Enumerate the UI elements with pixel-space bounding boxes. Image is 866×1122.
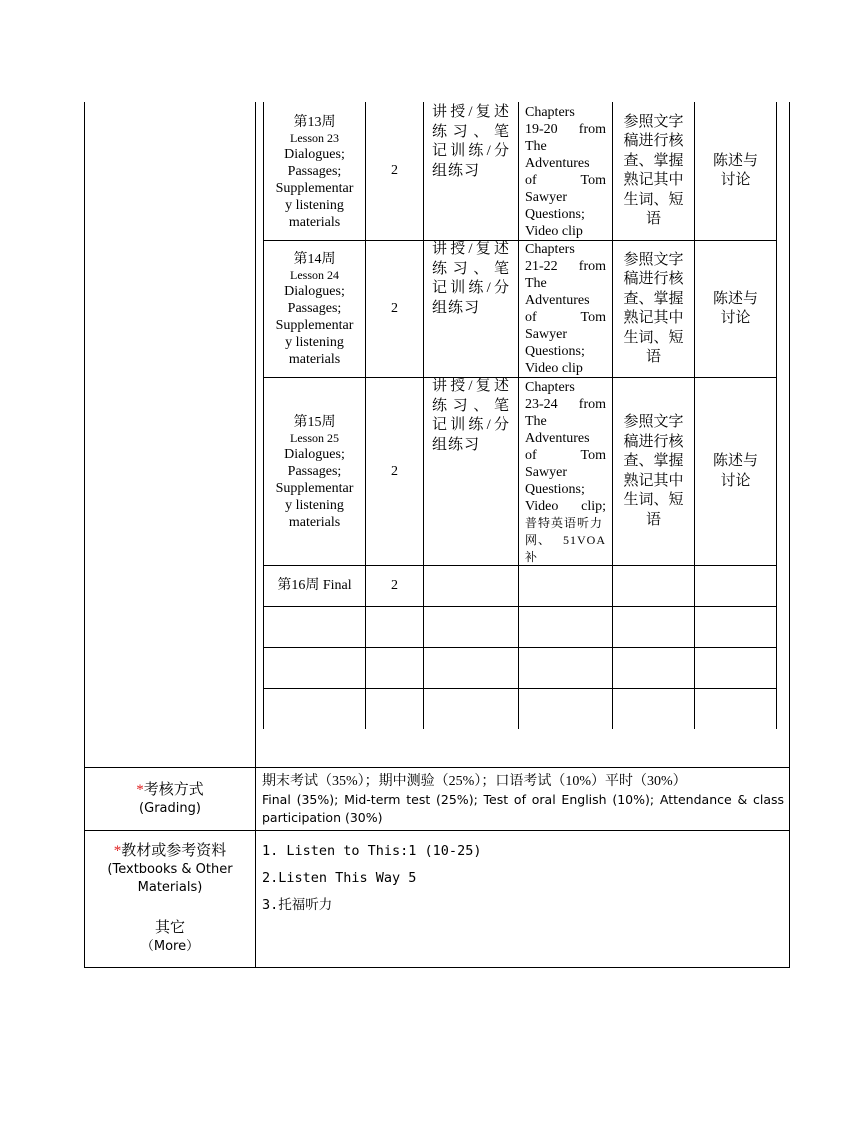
method-cell: 讲授/复述练习、笔记训练/分组练习 [432,104,510,179]
materials-title: 教材或参考资料 [121,843,227,859]
resource-cell [519,241,612,377]
table-bottom-border [84,967,790,968]
week-cell [264,249,365,369]
method-cell: 讲授/复述练习、笔记训练/分组练习 [432,241,510,316]
week-label: 第14周 [293,251,336,267]
col-line-7 [776,102,777,729]
resource-range: 21-22 [525,259,558,274]
resource-line: Video clip [525,224,583,239]
content-line: Passages; [287,163,342,179]
grading-title: 考核方式 [143,781,204,798]
hours-cell: 2 [391,163,398,178]
materials-top-border [84,830,790,831]
content-line: materials [288,514,341,530]
resource-line: Sawyer [525,327,567,342]
task-cell: 参照文字稿进行核查、掌握熟记其中生词、短语 [623,251,684,365]
outer-right-border [789,102,790,968]
resource-line: The [525,414,547,429]
final-hours-cell: 2 [391,578,398,593]
more-label-zh: 其它 [154,920,185,936]
resource-line: Chapters [525,105,575,120]
task-cell: 参照文字稿进行核查、掌握熟记其中生词、短语 [623,414,684,528]
content-line: materials [288,214,341,230]
grading-text-zh: 期末考试（35%）；期中测验（25%）；口语考试（10%）平时（30%） [262,774,687,789]
content-line: y listening [285,197,344,213]
lesson-label: Lesson 23 [290,130,339,145]
resource-tom: Tom [580,173,606,188]
required-star: * [136,781,144,798]
list-item: 3.托福听力 [262,897,333,913]
resource-from: from [578,259,606,274]
resource-line: Adventures [525,431,590,446]
resource-line: Questions; [525,344,585,359]
resource-line: Questions; [525,482,585,497]
list-item: 1. Listen to This:1 (10-25) [262,843,482,859]
content-line: y listening [285,334,344,350]
grading-label-en: (Grading) [139,800,201,816]
resource-line: Chapters [525,380,575,395]
grading-label-zh [136,781,204,800]
resource-from: from [578,122,606,137]
final-week-cell: 第16周 Final [277,578,352,593]
lesson-label: Lesson 24 [290,267,339,282]
resource-clip: clip; [581,499,606,514]
list-item: 2.Listen This Way 5 [262,870,417,886]
resource-tom: Tom [580,448,606,463]
resource-extra: 51VOA [563,533,606,547]
resource-range: 19-20 [525,122,558,137]
row-line-6 [263,688,777,689]
resource-line: Video clip [525,361,583,376]
content-line: Supplementar [275,480,354,496]
resource-of: of [525,448,537,463]
grading-text-en: Final (35%); Mid-term test (25%); Test of oral English (10%); Attendance & class participation (30%) [262,792,784,825]
resource-extra: 普特英语听力 [525,516,604,530]
content-line: Passages; [287,300,342,316]
resource-line: Sawyer [525,465,567,480]
inner-left-border [255,102,256,968]
resource-from: from [578,397,606,412]
more-label-en: （More） [140,939,200,954]
row-line-5 [263,647,777,648]
hours-cell: 2 [391,301,398,316]
week-cell [264,112,365,232]
resource-line: Questions; [525,207,585,222]
resource-video: Video [525,499,559,514]
resource-line: Sawyer [525,190,567,205]
hours-cell: 2 [391,463,398,479]
content-line: Dialogues; [284,446,345,462]
outer-left-border [84,102,85,968]
assessment-cell: 陈述与讨论 [712,152,758,188]
resource-cell [519,104,612,240]
resource-range: 23-24 [525,397,558,412]
content-line: y listening [285,497,344,513]
task-cell: 参照文字稿进行核查、掌握熟记其中生词、短语 [623,113,684,227]
assessment-cell: 陈述与讨论 [712,290,758,326]
content-line: Supplementar [275,317,354,333]
assessment-cell: 陈述与讨论 [712,453,758,489]
resource-line: The [525,139,547,154]
resource-extra: 补 [525,550,539,564]
grading-content [262,773,784,827]
resource-tom: Tom [580,310,606,325]
materials-label [85,842,255,960]
resource-line: The [525,276,547,291]
grading-label [85,768,255,830]
required-star: * [113,843,122,859]
content-line: Passages; [287,463,342,479]
materials-label-en: Materials) [137,880,203,895]
resource-line: Chapters [525,242,575,257]
resource-line: Adventures [525,156,590,171]
materials-list [262,838,782,919]
lesson-label: Lesson 25 [290,430,339,445]
week-cell [264,411,365,533]
resource-cell [519,379,612,566]
content-line: Dialogues; [284,283,345,299]
method-cell: 讲授/复述练习、笔记训练/分组练习 [432,378,510,453]
resource-line: Adventures [525,293,590,308]
week-label: 第13周 [293,114,336,130]
week-label: 第15周 [293,414,336,430]
resource-of: of [525,173,537,188]
resource-of: of [525,310,537,325]
materials-label-en: (Textbooks & Other [107,862,233,877]
materials-label-zh [114,842,227,861]
content-line: Supplementar [275,180,354,196]
content-line: Dialogues; [284,146,345,162]
row-line-4 [263,606,777,607]
resource-extra: 网、 [525,533,552,547]
content-line: materials [288,351,341,367]
